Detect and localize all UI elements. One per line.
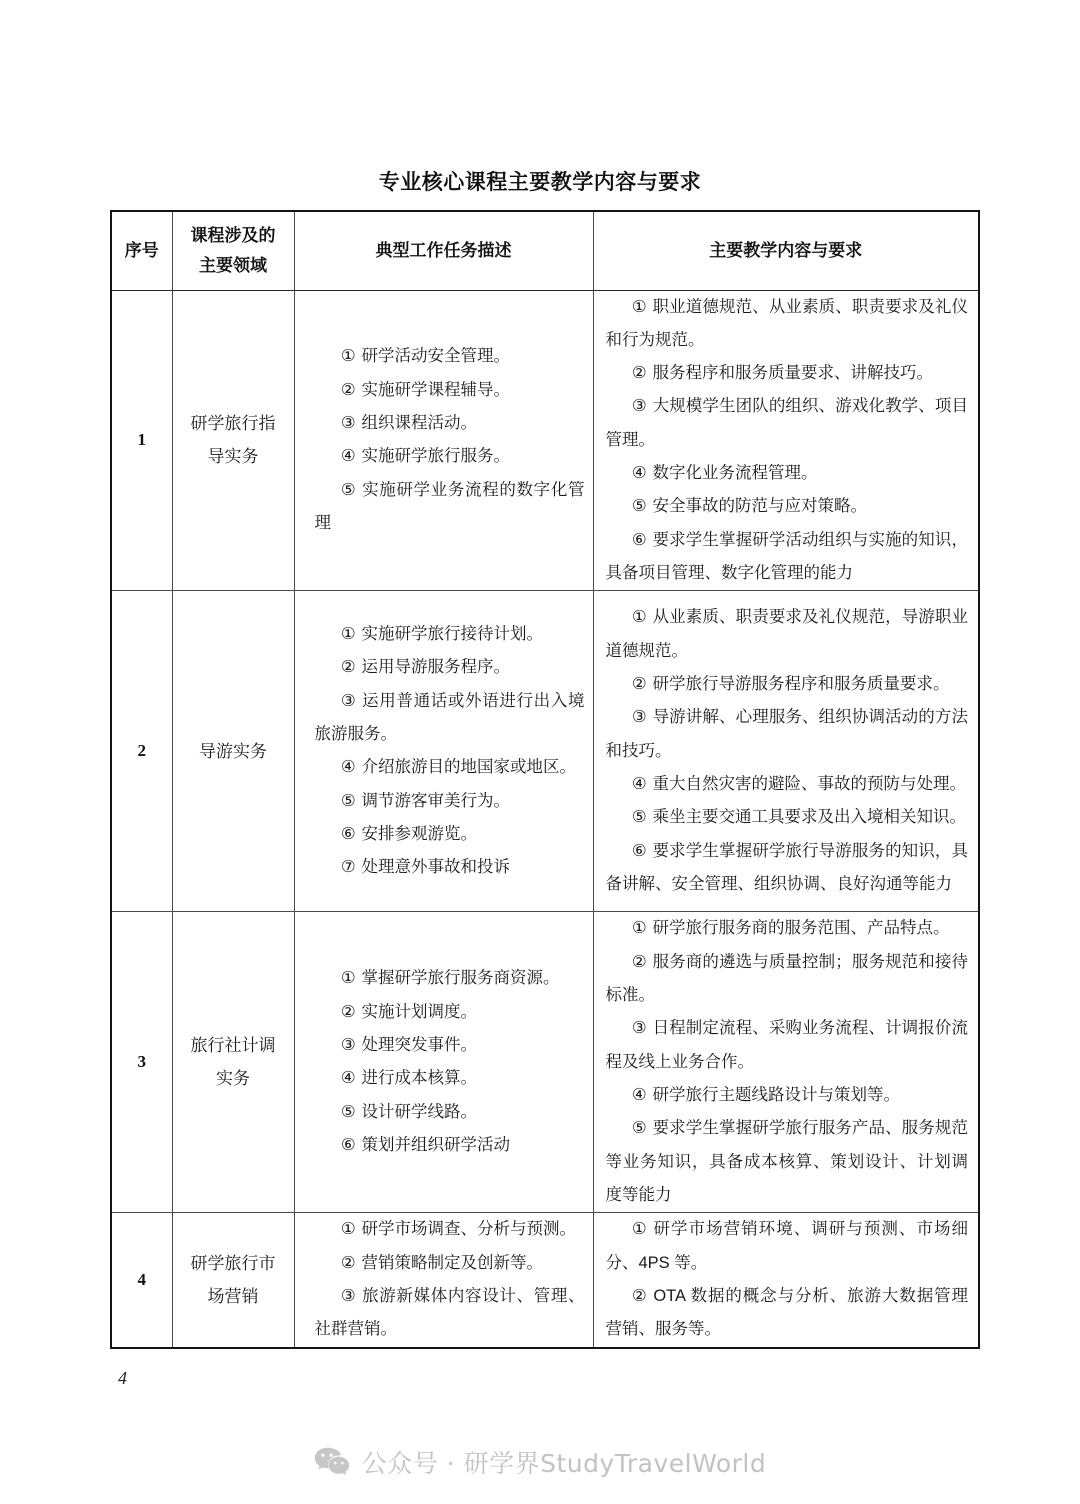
list-item: [606, 357, 969, 390]
list-item-text: 要求学生掌握研学旅行导游服务的知识，具备讲解、安全管理、组织协调、良好沟通等能力: [605, 841, 969, 894]
list-item-marker: ③: [340, 691, 357, 710]
list-item-marker: ③: [340, 1036, 356, 1055]
list-item: [315, 685, 585, 752]
list-item: [315, 1213, 585, 1246]
list-item-marker: ⑦: [340, 858, 356, 877]
list-item-text: 运用普通话或外语进行出入境旅游服务。: [314, 691, 585, 744]
table-row: [111, 591, 979, 912]
list-item-text: 职业道德规范、从业素质、职责要求及礼仪和行为规范。: [605, 297, 969, 349]
list-item: [315, 1029, 585, 1062]
list-item-text: 设计研学线路。: [361, 1102, 477, 1121]
list-item-text: 实施研学课程辅导。: [361, 380, 510, 399]
list-item: [606, 1012, 969, 1079]
list-item-text: 导游讲解、心理服务、组织协调活动的方法和技巧。: [605, 708, 969, 760]
watermark-text: 公众号 · 研学界StudyTravelWorld: [361, 1449, 767, 1478]
list-item: [315, 996, 585, 1029]
list-item-marker: ②: [631, 1287, 648, 1306]
cell-field: [172, 290, 294, 591]
cell-field-line1: 旅行社计调: [190, 1036, 276, 1056]
list-item-marker: ①: [631, 919, 647, 938]
list-item-marker: ④: [631, 1086, 647, 1105]
page-title: 专业核心课程主要教学内容与要求: [378, 171, 702, 194]
list-item-text: 实施研学旅行服务。: [361, 447, 510, 466]
list-item-text: 处理意外事故和投诉: [361, 858, 510, 877]
list-item-text: 研学旅行导游服务程序和服务质量要求。: [652, 675, 950, 694]
list-item-marker: ⑥: [631, 841, 647, 860]
list-item-marker: ①: [340, 625, 356, 644]
list-item: [606, 390, 969, 457]
list-item-marker: ①: [340, 1220, 356, 1239]
list-item: [315, 374, 585, 407]
cell-field-line1: 研学旅行指: [190, 414, 276, 434]
list-item: [315, 851, 585, 884]
list-item: [315, 1096, 585, 1129]
list-item-text: 数字化业务流程管理。: [652, 464, 818, 483]
table-row: [111, 912, 979, 1213]
list-item: [315, 1129, 585, 1162]
list-item-text: 实施研学旅行接待计划。: [361, 625, 543, 644]
cell-field-line2: 导实务: [207, 447, 259, 467]
list-item-marker: ⑥: [340, 825, 356, 844]
cell-tasks: [294, 1213, 593, 1348]
list-item-text: 掌握研学旅行服务商资源。: [361, 969, 560, 988]
cell-tasks: [294, 290, 593, 591]
list-item: [606, 701, 969, 768]
list-item-text: OTA 数据的概念与分析、旅游大数据管理营销、服务等。: [605, 1287, 968, 1339]
column-header-field-line1: 课程涉及的: [190, 226, 276, 245]
list-item: [606, 490, 969, 523]
list-item-marker: ②: [631, 364, 647, 383]
list-item-marker: ②: [340, 1253, 356, 1272]
list-item-marker: ①: [631, 297, 647, 316]
list-item-marker: ③: [631, 397, 647, 416]
list-item-text: 安全事故的防范与应对策略。: [652, 497, 867, 516]
cell-seq: 2: [111, 591, 172, 912]
column-header-field-line2: 主要领域: [199, 255, 267, 275]
cell-field-line1: 导游实务: [199, 741, 267, 761]
cell-teaching: [593, 290, 979, 591]
list-item-marker: ④: [631, 464, 647, 483]
list-item: [315, 751, 585, 784]
cell-field: [172, 591, 294, 912]
list-item-text: 研学市场营销环境、调研与预测、市场细分、4PS 等。: [605, 1220, 969, 1272]
list-item: [606, 801, 969, 834]
list-item-marker: ②: [340, 658, 356, 677]
course-table-container: [110, 210, 978, 1349]
list-item-text: 研学旅行服务商的服务范围、产品特点。: [652, 919, 950, 938]
list-item-text: 要求学生掌握研学旅行服务产品、服务规范等业务知识，具备成本核算、策划设计、计划调度等能力: [605, 1119, 969, 1205]
list-item: [606, 1213, 969, 1280]
list-item: [315, 1280, 585, 1347]
list-item: [606, 291, 969, 358]
list-item-marker: ③: [631, 708, 647, 727]
list-item: [315, 440, 585, 473]
list-item-text: 乘坐主要交通工具要求及出入境相关知识。: [652, 808, 966, 827]
cell-tasks: [294, 912, 593, 1213]
cell-field-line2: 场营销: [207, 1287, 259, 1307]
list-item-marker: ⑤: [340, 791, 356, 810]
list-item-marker: ④: [631, 775, 647, 794]
list-item: [315, 340, 585, 373]
column-header-task-label: 典型工作任务描述: [375, 240, 512, 260]
list-item-text: 重大自然灾害的避险、事故的预防与处理。: [652, 775, 966, 794]
list-item-marker: ③: [340, 414, 356, 433]
list-item: [606, 946, 969, 1013]
list-item-text: 处理突发事件。: [361, 1036, 477, 1055]
list-item: [315, 474, 585, 541]
list-item-text: 运用导游服务程序。: [361, 658, 510, 677]
cell-seq: 1: [111, 290, 172, 591]
cell-field: [172, 1213, 294, 1348]
column-header-teaching-label: 主要教学内容与要求: [709, 240, 863, 260]
column-header-seq-label: 序号: [124, 240, 159, 260]
list-item-marker: ③: [631, 1019, 647, 1038]
list-item-marker: ⑥: [340, 1136, 356, 1155]
list-item-text: 要求学生掌握研学活动组织与实施的知识，具备项目管理、数字化管理的能力: [605, 530, 969, 583]
list-item-marker: ④: [340, 758, 356, 777]
table-header-row: [111, 211, 979, 290]
course-content-table: [110, 210, 980, 1349]
list-item: [315, 818, 585, 851]
list-item: [606, 768, 969, 801]
list-item-text: 营销策略制定及创新等。: [361, 1253, 543, 1272]
list-item-marker: ⑤: [340, 480, 357, 499]
list-item-marker: ⑤: [631, 497, 647, 516]
cell-field: [172, 912, 294, 1213]
list-item-text: 策划并组织研学活动: [361, 1136, 510, 1155]
column-header-task: [294, 211, 593, 290]
list-item: [606, 524, 969, 591]
list-item-marker: ①: [631, 1220, 648, 1239]
list-item-text: 从业素质、职责要求及礼仪规范，导游职业道德规范。: [605, 608, 969, 660]
page-number: 4: [118, 1368, 127, 1388]
list-item-text: 服务程序和服务质量要求、讲解技巧。: [652, 364, 933, 383]
list-item-text: 日程制定流程、采购业务流程、计调报价流程及线上业务合作。: [605, 1019, 969, 1071]
column-header-seq: [111, 211, 172, 290]
list-item: [315, 1062, 585, 1095]
cell-teaching: [593, 591, 979, 912]
wechat-icon: [314, 1447, 350, 1477]
list-item: [315, 618, 585, 651]
table-row: [111, 290, 979, 591]
list-item: [606, 912, 969, 945]
list-item-marker: ②: [340, 1002, 356, 1021]
list-item-marker: ②: [340, 380, 356, 399]
list-item: [606, 835, 969, 902]
list-item: [315, 962, 585, 995]
list-item-text: 实施研学业务流程的数字化管理: [314, 480, 585, 533]
column-header-teaching: [593, 211, 979, 290]
list-item: [606, 1112, 969, 1212]
table-body: [111, 290, 979, 1348]
footer-watermark: [0, 1444, 1080, 1480]
list-item: [606, 1079, 969, 1112]
list-item: [606, 457, 969, 490]
list-item-text: 服务商的遴选与质量控制；服务规范和接待标准。: [605, 952, 969, 1005]
list-item-marker: ②: [631, 675, 647, 694]
list-item: [315, 651, 585, 684]
list-item-marker: ①: [340, 347, 356, 366]
list-item-marker: ⑤: [340, 1102, 356, 1121]
list-item-text: 组织课程活动。: [361, 414, 477, 433]
list-item: [315, 785, 585, 818]
list-item-text: 介绍旅游目的地国家或地区。: [361, 758, 576, 777]
list-item: [606, 1280, 969, 1347]
list-item: [606, 601, 969, 668]
list-item-marker: ⑤: [631, 1119, 647, 1138]
list-item-marker: ④: [340, 1069, 356, 1088]
list-item-marker: ①: [631, 608, 647, 627]
list-item-text: 调节游客审美行为。: [361, 791, 510, 810]
list-item-marker: ⑥: [631, 530, 647, 549]
list-item-marker: ⑤: [631, 808, 647, 827]
list-item-text: 进行成本核算。: [361, 1069, 477, 1088]
list-item-marker: ③: [340, 1287, 357, 1306]
list-item-text: 旅游新媒体内容设计、管理、社群营销。: [314, 1287, 585, 1339]
list-item: [315, 407, 585, 440]
cell-field-line1: 研学旅行市: [190, 1253, 276, 1273]
list-item-text: 实施计划调度。: [361, 1002, 477, 1021]
cell-teaching: [593, 912, 979, 1213]
list-item: [315, 1247, 585, 1280]
cell-seq: 4: [111, 1213, 172, 1348]
list-item-text: 大规模学生团队的组织、游戏化教学、项目管理。: [605, 397, 969, 449]
table-row: [111, 1213, 979, 1348]
column-header-field: [172, 211, 294, 290]
list-item-marker: ②: [631, 952, 647, 971]
list-item-text: 安排参观游览。: [361, 825, 477, 844]
list-item: [606, 668, 969, 701]
list-item-marker: ①: [340, 969, 356, 988]
cell-tasks: [294, 591, 593, 912]
cell-seq: 3: [111, 912, 172, 1213]
list-item-text: 研学活动安全管理。: [361, 347, 510, 366]
cell-teaching: [593, 1213, 979, 1348]
list-item-text: 研学市场调查、分析与预测。: [361, 1220, 576, 1239]
list-item-marker: ④: [340, 447, 356, 466]
list-item-text: 研学旅行主题线路设计与策划等。: [652, 1086, 900, 1105]
cell-field-line2: 实务: [216, 1069, 250, 1089]
